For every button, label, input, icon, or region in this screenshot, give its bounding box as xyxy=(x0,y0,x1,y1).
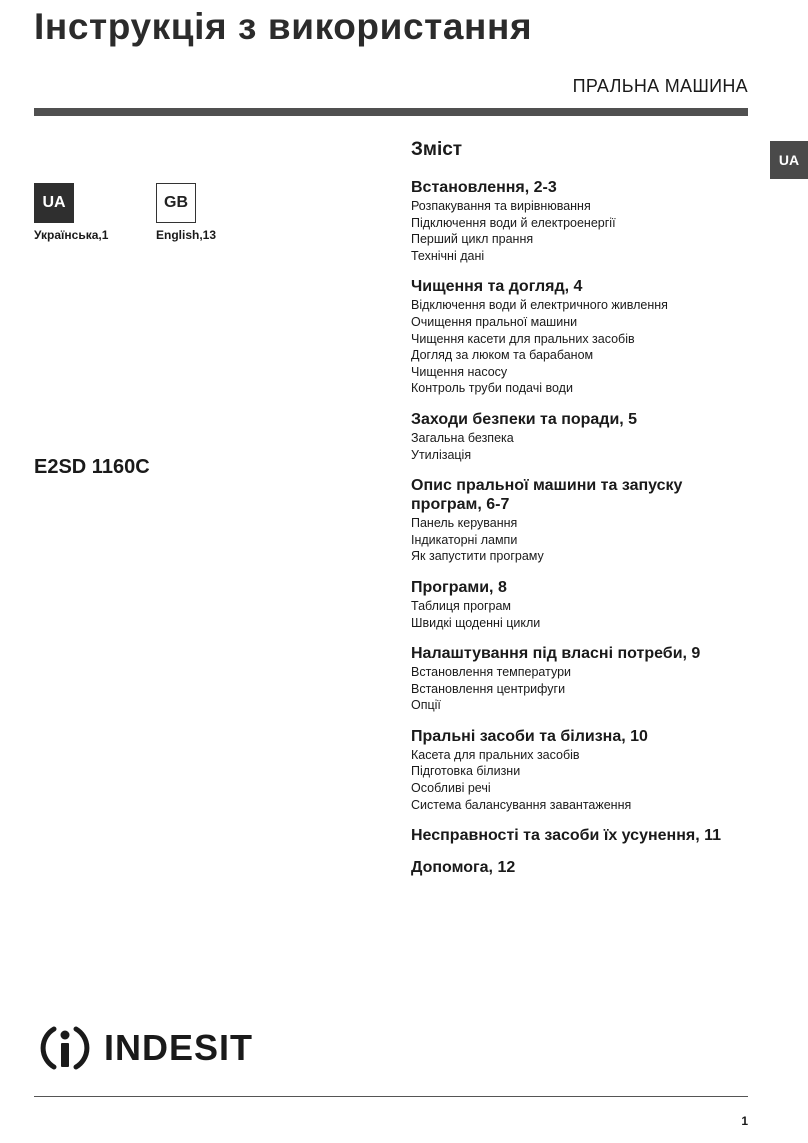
product-type: ПРАЛЬНА МАШИНА xyxy=(572,76,748,96)
toc-section-title[interactable]: Несправності та засоби їх усунення, 11 xyxy=(411,827,721,845)
language-badge-ua[interactable]: UA xyxy=(34,183,74,223)
indesit-logo-icon xyxy=(34,1023,96,1073)
toc-item[interactable]: Контроль труби подачі води xyxy=(411,381,573,396)
toc-section-title[interactable]: Встановлення, 2-3 xyxy=(411,179,557,196)
language-link-gb[interactable]: English,13 xyxy=(156,228,217,242)
toc-item[interactable]: Підключення води й електроенергії xyxy=(411,215,616,230)
toc-item[interactable]: Опції xyxy=(411,698,441,713)
toc-item[interactable]: Встановлення температури xyxy=(411,665,572,680)
toc-section xyxy=(411,727,751,813)
toc-item[interactable]: Система балансування завантаження xyxy=(411,797,632,812)
toc-section-title[interactable]: Програми, 8 xyxy=(411,578,507,596)
toc-heading: Зміст xyxy=(411,139,463,160)
toc-section xyxy=(411,277,751,397)
toc-item[interactable]: Чищення касети для пральних засобів xyxy=(411,331,635,346)
toc-item[interactable]: Перший цикл прання xyxy=(411,232,534,247)
toc-item[interactable]: Технічні дані xyxy=(411,248,485,263)
toc-section xyxy=(411,578,751,631)
toc-item[interactable]: Розпакування та вирівнювання xyxy=(411,199,591,213)
toc-section-title[interactable]: Чищення та догляд, 4 xyxy=(411,278,583,296)
toc-item[interactable]: Утилізація xyxy=(411,447,472,462)
toc-sections xyxy=(411,178,751,877)
toc-section-title[interactable]: Опис пральної машини та запуску програм, 6-7 xyxy=(411,477,683,514)
footer-divider xyxy=(34,1096,748,1097)
toc-section-title[interactable]: Заходи безпеки та поради, 5 xyxy=(411,410,638,428)
page-number: 1 xyxy=(741,1114,748,1128)
toc-item[interactable]: Загальна безпека xyxy=(411,430,514,445)
toc-section-title[interactable]: Налаштування під власні потреби, 9 xyxy=(411,645,701,663)
document-title: Інструкція з використання xyxy=(34,6,533,47)
toc-item[interactable]: Очищення пральної машини xyxy=(411,314,578,329)
toc-item[interactable]: Відключення води й електричного живлення xyxy=(411,298,668,313)
toc-section xyxy=(411,410,751,463)
toc-item[interactable]: Догляд за люком та барабаном xyxy=(411,348,594,363)
brand-name: INDESIT xyxy=(104,1027,254,1068)
toc-section-title[interactable]: Допомога, 12 xyxy=(411,859,516,877)
language-link-ua[interactable]: Українська,1 xyxy=(34,228,109,242)
toc-item[interactable]: Касета для пральних засобів xyxy=(411,747,580,762)
toc-item[interactable]: Встановлення центрифуги xyxy=(411,681,566,696)
toc-item[interactable]: Як запустити програму xyxy=(411,549,544,564)
toc-item[interactable]: Таблиця програм xyxy=(411,598,512,613)
model-number: E2SD 1160C xyxy=(34,456,150,478)
language-badge-gb[interactable]: GB xyxy=(156,183,196,223)
toc-section xyxy=(411,644,751,714)
toc-section xyxy=(411,178,751,264)
brand-logo xyxy=(34,1023,253,1073)
toc-section xyxy=(411,476,751,565)
toc-item[interactable]: Особливі речі xyxy=(411,781,491,796)
table-of-contents xyxy=(411,138,751,890)
toc-section-title[interactable]: Пральні засоби та білизна, 10 xyxy=(411,727,648,745)
toc-item[interactable]: Панель керування xyxy=(411,516,518,531)
language-side-tab[interactable]: UA xyxy=(770,141,808,179)
toc-item[interactable]: Чищення насосу xyxy=(411,364,508,379)
toc-section xyxy=(411,858,751,877)
toc-item[interactable]: Підготовка білизни xyxy=(411,764,521,779)
header-divider xyxy=(34,108,748,116)
toc-item[interactable]: Швидкі щоденні цикли xyxy=(411,615,541,630)
toc-item[interactable]: Індикаторні лампи xyxy=(411,532,518,547)
toc-section xyxy=(411,826,751,845)
